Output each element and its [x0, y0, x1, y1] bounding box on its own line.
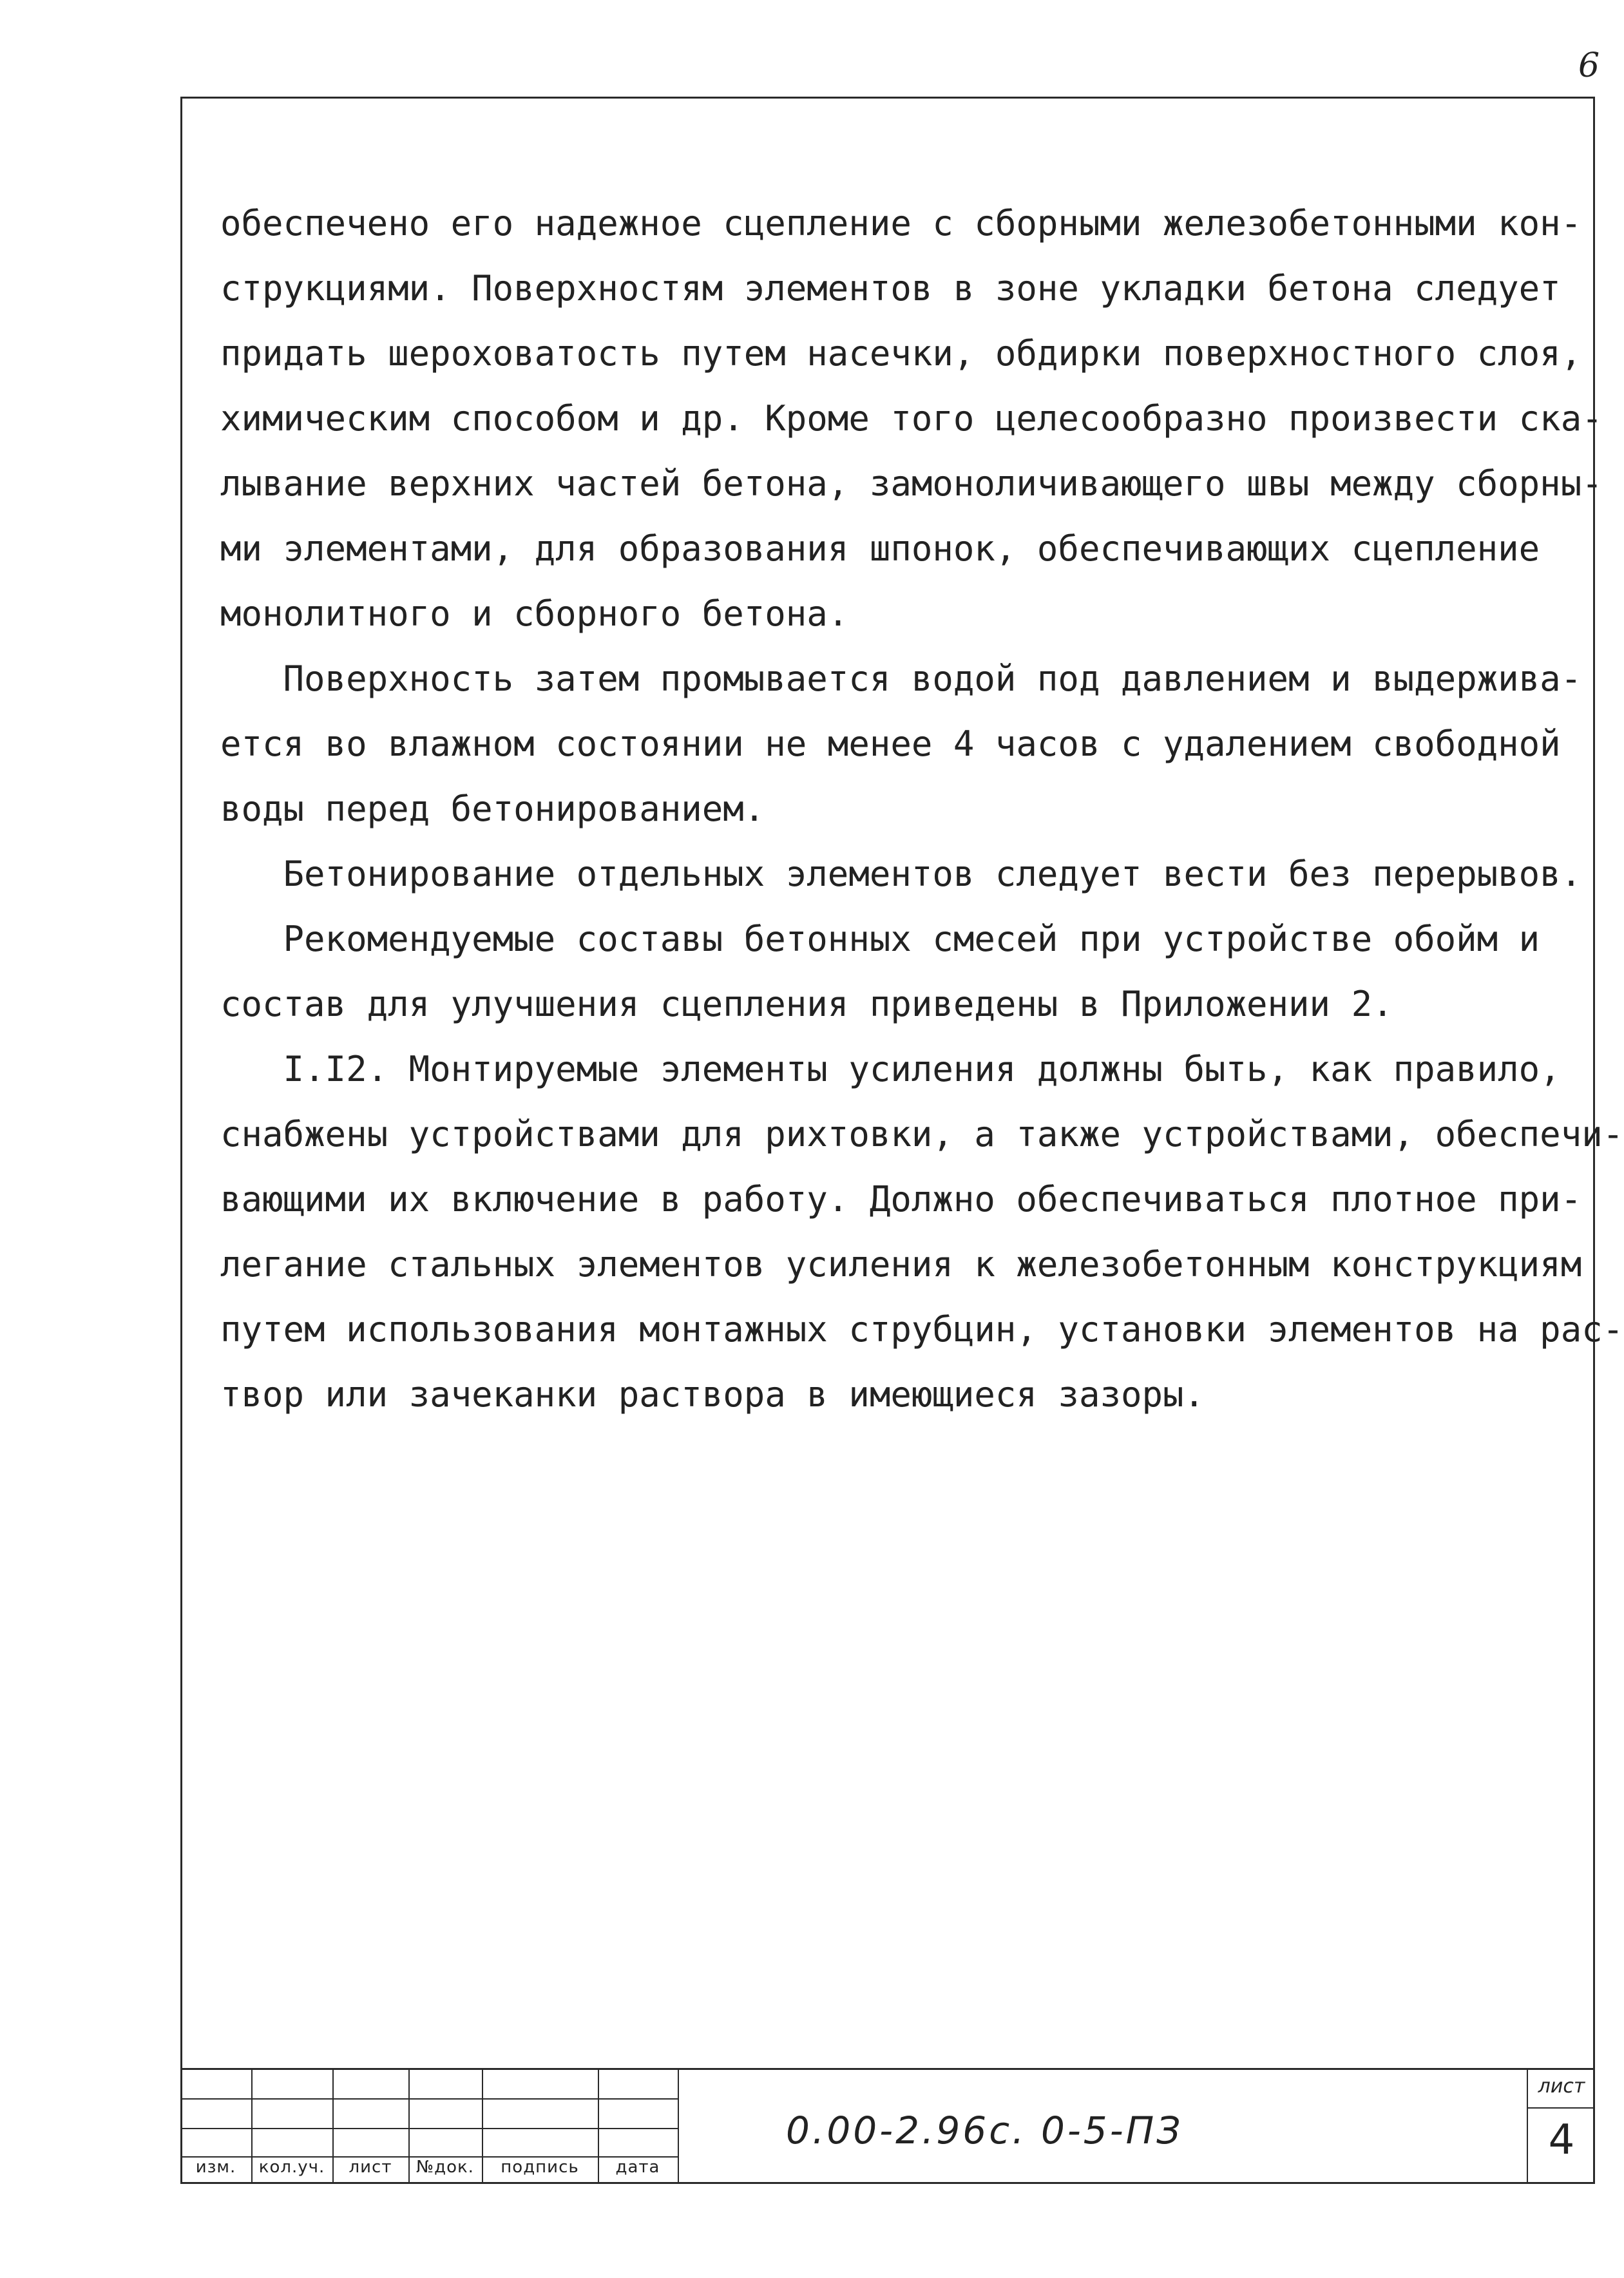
text-line: вающими их включение в работу. Должно обеспечиваться плотное при- [220, 1179, 1582, 1220]
text-line: путем использования монтажных струбцин, установки элементов на рас- [220, 1309, 1624, 1350]
grid-line [180, 2098, 678, 2100]
text-line: воды перед бетонированием. [220, 789, 765, 829]
text-line: обеспечено его надежное сцепление с сборными железобетонными кон- [220, 203, 1582, 244]
corner-page-number: 6 [1578, 46, 1600, 85]
body-text [220, 191, 1624, 1427]
text-line: ется во влажном состоянии не менее 4 часов с удалением свободной [220, 723, 1561, 764]
text-line: Рекомендуемые составы бетонных смесей при устройстве обойм и [220, 919, 1540, 959]
text-line: монолитного и сборного бетона. [220, 593, 849, 634]
column-label-quantity: кол.уч. [258, 2158, 325, 2177]
text-line: лывание верхних частей бетона, замоноличивающего швы между сборны- [220, 463, 1603, 504]
sheet-label: лист [1538, 2075, 1585, 2098]
text-line: струкциями. Поверхностям элементов в зоне укладки бетона следует [220, 268, 1561, 309]
column-label-signature: подпись [501, 2158, 579, 2177]
grid-line [180, 2128, 678, 2129]
column-label-doc-number: №док. [416, 2158, 474, 2177]
text-line: I.I2. Монтируемые элементы усиления должны быть, как правило, [220, 1049, 1561, 1089]
text-line: ми элементами, для образования шпонок, обеспечивающих сцепление [220, 528, 1540, 569]
text-line: Поверхность затем промывается водой под давлением и выдержива- [220, 658, 1582, 699]
text-line: легание стальных элементов усиления к железобетонным конструкциям [220, 1244, 1582, 1285]
text-line: придать шероховатость путем насечки, обдирки поверхностного слоя, [220, 333, 1582, 374]
sheet-number: 4 [1548, 2116, 1575, 2164]
column-label-date: дата [615, 2158, 660, 2177]
document-code: 0.00-2.96с. 0-5-ПЗ [786, 2109, 1183, 2152]
title-block [180, 2068, 1595, 2184]
text-line: снабжены устройствами для рихтовки, а также устройствами, обеспечи- [220, 1114, 1624, 1154]
sheet-box [1527, 2070, 1595, 2184]
text-line: химическим способом и др. Кроме того целесообразно произвести ска- [220, 398, 1603, 439]
column-label-sheet: лист [349, 2158, 392, 2177]
grid-line [678, 2070, 679, 2184]
text-line: твор или зачеканки раствора в имеющиеся зазоры. [220, 1374, 1205, 1415]
revision-column-labels [180, 2158, 678, 2183]
column-label-change: изм. [195, 2158, 236, 2177]
sheet-divider [1528, 2107, 1595, 2109]
revision-grid [180, 2070, 678, 2184]
text-line: Бетонирование отдельных элементов следует вести без перерывов. [220, 854, 1582, 894]
text-line: состав для улучшения сцепления приведены в Приложении 2. [220, 984, 1393, 1024]
